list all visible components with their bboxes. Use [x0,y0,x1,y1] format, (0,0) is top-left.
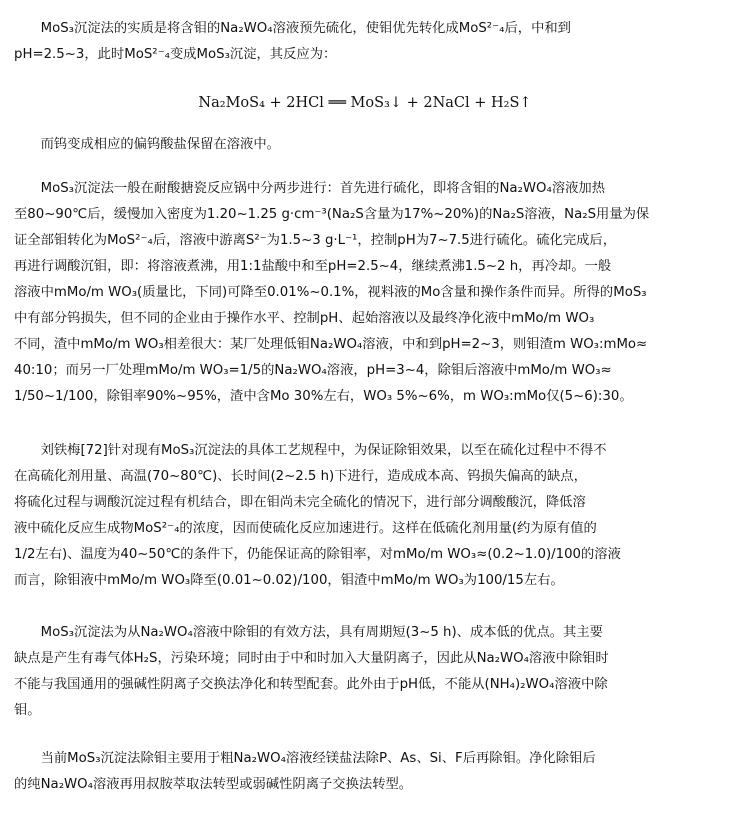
paragraph-advantages-drawbacks [14,620,718,724]
text-line: 40:10；而另一厂处理mMo/m WO₃=1/5的Na₂WO₄溶液，pH=3~4，除钼后溶液中mMo/m WO₃≈ [14,363,612,378]
text-line: 当前MoS₃沉淀法除钼主要用于粗Na₂WO₄溶液经镁盐法除P、As、Si、F后再除钼。净化除钼后 [14,751,596,766]
text-line: 不同，渣中mMo/m WO₃相差很大：某厂处理低钼Na₂WO₄溶液，中和到pH=2~3，则钼渣m WO₃:mMo≈ [14,337,648,352]
text-line: 1/2左右)、温度为40~50℃的条件下，仍能保证高的除钼率，对mMo/m WO₃≈(0.2~1.0)/100的溶液 [14,547,621,562]
text-line: 不能与我国通用的强碱性阴离子交换法净化和转型配套。此外由于pH低，不能从(NH₄)₂WO₄溶液中除 [14,677,608,692]
text-line: 缺点是产生有毒气体H₂S，污染环境；同时由于中和时加入大量阴离子，因此从Na₂WO₄溶液中除钼时 [14,651,609,666]
text-line: 溶液中mMo/m WO₃(质量比，下同)可降至0.01%~0.1%，视料液的Mo含量和操作条件而异。所得的MoS₃ [14,285,647,300]
text-line: 而钨变成相应的偏钨酸盐保留在溶液中。 [14,137,280,152]
text-line: 液中硫化反应生成物MoS²⁻₄的浓度，因而使硫化反应加速进行。这样在低硫化剂用量(约为原有值的 [14,521,597,536]
text-line: 刘铁梅[72]针对现有MoS₃沉淀法的具体工艺规程中，为保证除钼效果，以至在硫化过程中不得不 [14,443,607,458]
text-line: 1/50~1/100，除钼率90%~95%，渣中含Mo 30%左右，WO₃ 5%~6%，m WO₃:mMo仅(5~6):30。 [14,389,633,404]
paragraph-two-step-process [14,176,718,410]
text-line: pH=2.5~3，此时MoS²⁻₄变成MoS₃沉淀，其反应为： [14,47,337,62]
text-line: 将硫化过程与调酸沉淀过程有机结合，即在钼尚未完全硫化的情况下，进行部分调酸酸沉，降低溶 [14,495,586,510]
text-line: MoS₃沉淀法为从Na₂WO₄溶液中除钼的有效方法，具有周期短(3~5 h)、成本低的优点。其主要 [14,625,603,640]
text-line: 在高硫化剂用量、高温(70~80℃)、长时间(2~2.5 h)下进行，造成成本高、钨损失偏高的缺点， [14,469,587,484]
text-line: 钼。 [14,703,41,718]
text-line: 至80~90℃后，缓慢加入密度为1.20~1.25 g·cm⁻³(Na₂S含量为17%~20%)的Na₂S溶液，Na₂S用量为保 [14,207,650,222]
paragraph-liu-tiemei-improvement [14,438,718,594]
text-line: 的纯Na₂WO₄溶液再用叔胺萃取法转型或弱碱性阴离子交换法转型。 [14,777,413,792]
text-line: 证全部钼转化为MoS²⁻₄后，溶液中游离S²⁻为1.5~3 g·L⁻¹，控制pH为7~7.5进行硫化。硫化完成后， [14,233,617,248]
text-line: 再进行调酸沉钼，即：将溶液煮沸，用1:1盐酸中和至pH=2.5~4，继续煮沸1.5~2 h，再冷却。一般 [14,259,612,274]
paragraph-mos3-principle [14,16,718,68]
text-line: MoS₃沉淀法一般在耐酸搪瓷反应锅中分两步进行：首先进行硫化，即将含钼的Na₂WO₄溶液加热 [14,181,606,196]
text-line: 而言，除钼液中mMo/m WO₃降至(0.01~0.02)/100，钼渣中mMo/m WO₃为100/15左右。 [14,573,564,588]
paragraph-tungsten-remains [14,132,718,158]
text-line: MoS₃沉淀法的实质是将含钼的Na₂WO₄溶液预先硫化，使钼优先转化成MoS²⁻₄后，中和到 [14,21,571,36]
paragraph-current-usage [14,746,718,798]
reaction-equation: Na₂MoS₄ + 2HCl ══ MoS₃↓ + 2NaCl + H₂S↑ [198,95,532,111]
text-line: 中有部分钨损失，但不同的企业由于操作水平、控制pH、起始溶液以及最终净化液中mMo/m WO₃ [14,311,595,326]
